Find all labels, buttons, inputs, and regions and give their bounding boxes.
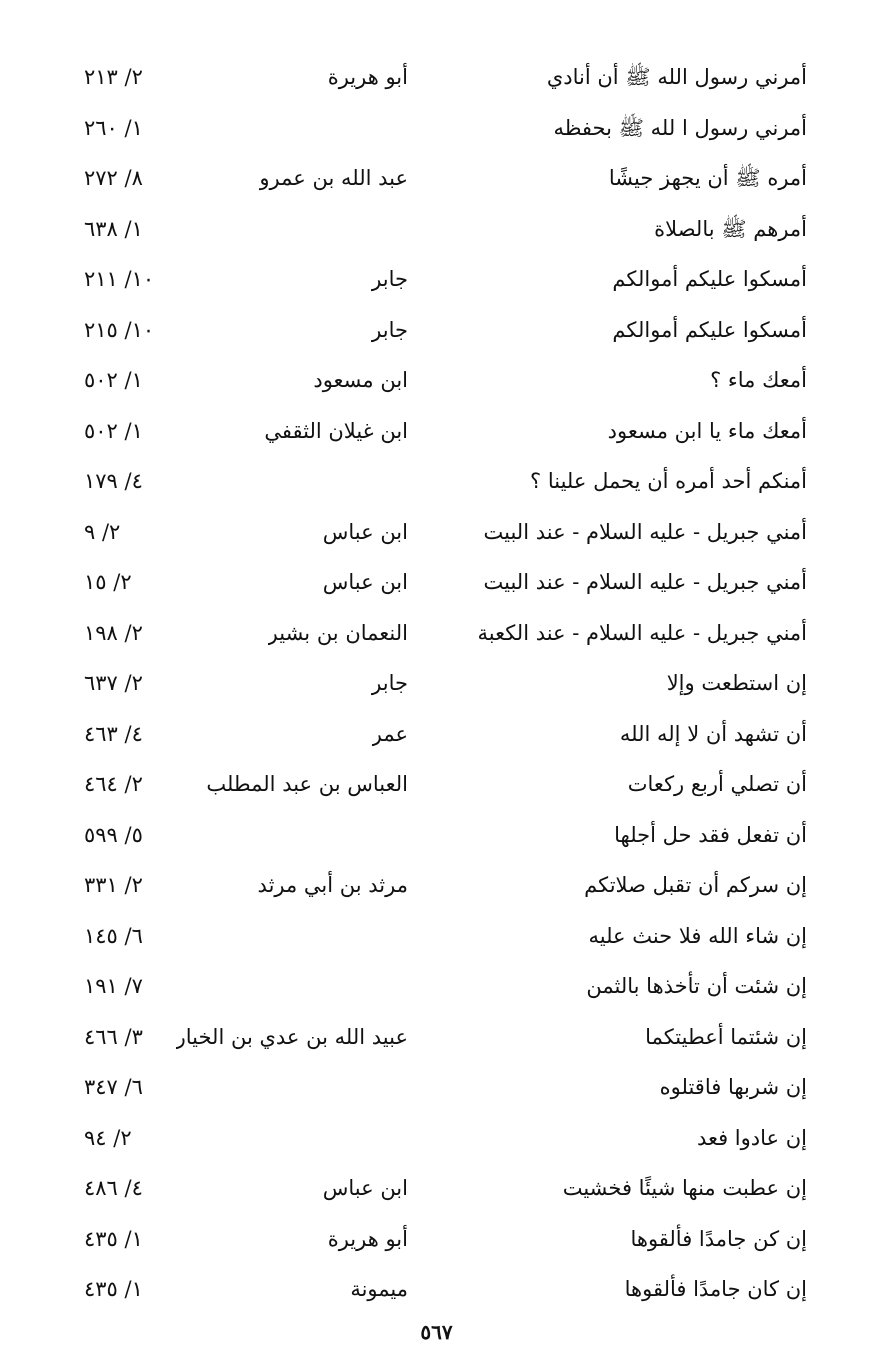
hadith-text: أمني جبريل - عليه السلام - عند البيت — [483, 570, 807, 594]
narrator-name: مرثد بن أبي مرثد — [257, 873, 408, 897]
volume-page-ref: ٦/ ٣٤٧ — [84, 1075, 143, 1099]
hadith-text: إن كن جامدًا فألقوها — [630, 1226, 807, 1251]
volume-page-ref: ٤/ ٤٨٦ — [84, 1176, 143, 1200]
volume-page-ref: ٦/ ١٤٥ — [84, 923, 143, 948]
index-entry — [0, 355, 873, 406]
volume-page-ref: ٥/ ٥٩٩ — [84, 822, 143, 847]
index-entry — [0, 1264, 873, 1315]
hadith-text: أن تفعل فقد حل أجلها — [614, 822, 807, 847]
volume-page-ref: ١/ ٢٦٠ — [84, 115, 143, 140]
volume-page-ref: ٢/ ٦٣٧ — [84, 671, 143, 695]
volume-page-ref: ٣/ ٤٦٦ — [84, 1024, 143, 1049]
narrator-name: ابن عباس — [322, 570, 408, 594]
hadith-text: أمرهم ﷺ بالصلاة — [654, 216, 807, 241]
narrator-name: النعمان بن بشير — [267, 620, 408, 645]
index-entry — [0, 1012, 873, 1063]
narrator-name: عبد الله بن عمرو — [259, 166, 408, 190]
hadith-text: أمني جبريل - عليه السلام - عند البيت — [483, 519, 807, 544]
index-entry — [0, 305, 873, 356]
hadith-text: أمرني رسول الله ﷺ أن أنادي — [546, 65, 807, 89]
hadith-text: إن عطبت منها شيئًا فخشيت — [562, 1176, 807, 1200]
narrator-name: جابر — [371, 267, 408, 291]
hadith-text: أمسكوا عليكم أموالكم — [612, 317, 807, 342]
index-entry — [0, 1163, 873, 1214]
volume-page-ref: ١/ ٥٠٢ — [84, 418, 143, 443]
volume-page-ref: ١٠/ ٢١١ — [84, 267, 155, 291]
narrator-name: جابر — [371, 317, 408, 342]
narrator-name: أبو هريرة — [327, 65, 408, 89]
volume-page-ref: ٨/ ٢٧٢ — [84, 166, 143, 190]
index-entry — [0, 961, 873, 1012]
index-entry — [0, 911, 873, 962]
hadith-text: أمره ﷺ أن يجهز جيشًا — [608, 166, 807, 190]
hadith-text: أمعك ماء يا ابن مسعود — [607, 418, 807, 443]
index-entry — [0, 1113, 873, 1164]
index-entry — [0, 507, 873, 558]
volume-page-ref: ٧/ ١٩١ — [84, 974, 143, 998]
index-entry — [0, 860, 873, 911]
volume-page-ref: ٢/ ٤٦٤ — [84, 772, 143, 796]
hadith-text: أمرني رسول ا لله ﷺ بحفظه — [553, 115, 807, 140]
volume-page-ref: ١/ ٦٣٨ — [84, 216, 143, 241]
hadith-text: إن شئت أن تأخذها بالثمن — [586, 974, 807, 998]
page-number: ٥٦٧ — [420, 1320, 453, 1344]
index-entry — [0, 204, 873, 255]
narrator-name: ابن عباس — [322, 519, 408, 544]
index-entry — [0, 759, 873, 810]
index-entry — [0, 608, 873, 659]
index-entry — [0, 153, 873, 204]
narrator-name: ابن مسعود — [313, 368, 408, 392]
hadith-text: إن سركم أن تقبل صلاتكم — [584, 873, 807, 897]
narrator-name: أبو هريرة — [327, 1226, 408, 1251]
hadith-text: أن تصلي أربع ركعات — [627, 772, 807, 796]
hadith-text: إن عادوا فعد — [696, 1125, 807, 1150]
index-entry — [0, 810, 873, 861]
hadith-text: إن شاء الله فلا حنث عليه — [588, 923, 807, 948]
hadith-text: أمعك ماء ؟ — [710, 368, 807, 392]
hadith-text: إن شئتما أعطيتكما — [645, 1024, 807, 1049]
index-entry — [0, 709, 873, 760]
index-entry — [0, 658, 873, 709]
hadith-text: أمسكوا عليكم أموالكم — [612, 267, 807, 291]
hadith-text: أمنكم أحد أمره أن يحمل علينا ؟ — [530, 469, 807, 493]
volume-page-ref: ١/ ٤٣٥ — [84, 1226, 143, 1251]
hadith-text: إن كان جامدًا فألقوها — [624, 1277, 807, 1301]
narrator-name: عمر — [371, 721, 408, 746]
narrator-name: ابن عباس — [322, 1176, 408, 1200]
index-entry — [0, 103, 873, 154]
hadith-index-list — [0, 52, 873, 1315]
volume-page-ref: ٢/ ٩٤ — [84, 1125, 132, 1150]
volume-page-ref: ١/ ٤٣٥ — [84, 1277, 143, 1301]
volume-page-ref: ٢/ ٢١٣ — [84, 65, 143, 89]
hadith-text: إن شربها فاقتلوه — [659, 1075, 807, 1099]
index-entry — [0, 557, 873, 608]
narrator-name: جابر — [371, 671, 408, 695]
index-entry — [0, 52, 873, 103]
narrator-name: ميمونة — [350, 1277, 408, 1301]
hadith-text: إن استطعت وإلا — [666, 671, 807, 695]
volume-page-ref: ١/ ٥٠٢ — [84, 368, 143, 392]
hadith-text: أن تشهد أن لا إله الله — [619, 721, 807, 746]
index-entry — [0, 1062, 873, 1113]
volume-page-ref: ١٠/ ٢١٥ — [84, 317, 155, 342]
hadith-text: أمني جبريل - عليه السلام - عند الكعبة — [477, 620, 807, 645]
volume-page-ref: ٢/ ١٥ — [84, 570, 132, 594]
narrator-name: عبيد الله بن عدي بن الخيار — [175, 1024, 408, 1049]
volume-page-ref: ٢/ ٣٣١ — [84, 873, 143, 897]
index-entry — [0, 406, 873, 457]
narrator-name: ابن غيلان الثقفي — [264, 418, 408, 443]
index-entry — [0, 1214, 873, 1265]
narrator-name: العباس بن عبد المطلب — [206, 772, 408, 796]
volume-page-ref: ٤/ ٤٦٣ — [84, 721, 143, 746]
index-entry — [0, 254, 873, 305]
volume-page-ref: ٤/ ١٧٩ — [84, 469, 143, 493]
volume-page-ref: ٢/ ١٩٨ — [84, 620, 143, 645]
volume-page-ref: ٢/ ٩ — [84, 519, 121, 544]
index-entry — [0, 456, 873, 507]
